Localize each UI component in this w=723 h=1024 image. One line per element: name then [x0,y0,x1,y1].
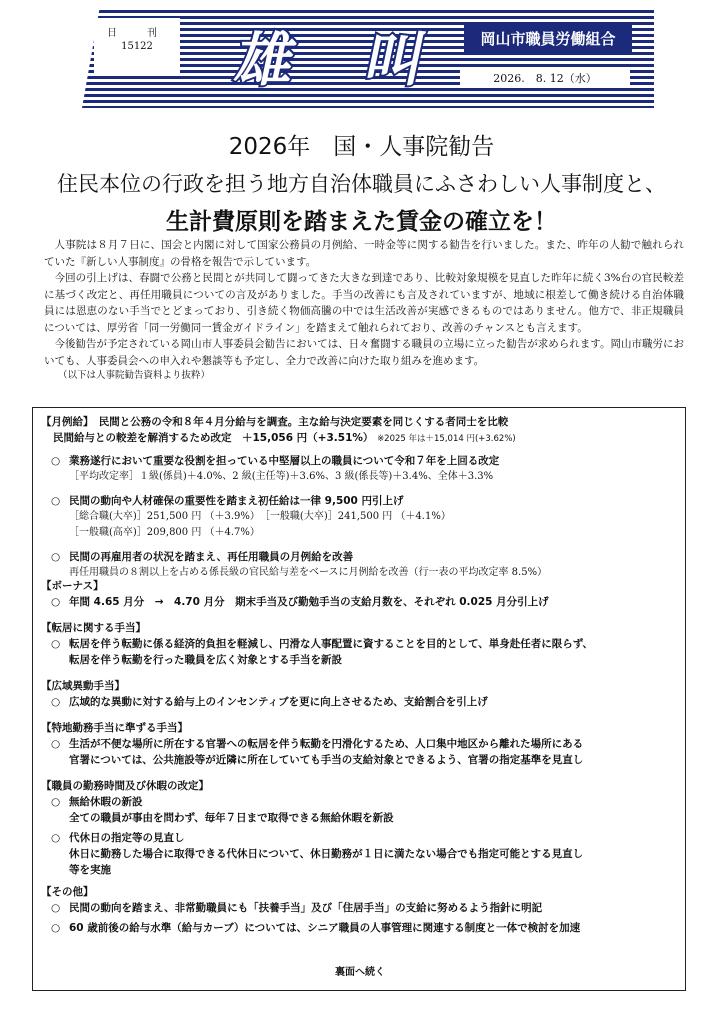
hours-head: 【職員の勤務時間及び休暇の改定】 [41,780,209,792]
bullet-icon: ○ [51,551,61,563]
item-text: 生活が不便な場所に所在する官署への転居を伴う転勤を円滑化するため、人口集中地区から離れた場所にある [69,738,584,750]
bonus-head: 【ボーナス】 [41,580,104,592]
item-text: 転居を伴う転勤に係る経済的負担を軽減し、円滑な人事配置に資することを目的として、単身赴任者に限らず、 [69,638,593,650]
item-text: 民間の再雇用者の状況を踏まえ、再任用職員の月例給を改善 [69,551,354,563]
list-item [41,493,681,541]
list-item [41,794,681,826]
item-text: 60 歳前後の給与水準（給与カーブ）については、シニア職員の人事管理に関連する制度と一体で検討を加速 [69,922,581,934]
other-head: 【その他】 [41,886,94,898]
summary-box [32,407,686,991]
section-special-area [41,720,681,768]
headline-sub-1: 住民本位の行政を担う地方自治体職員にふさわしい人事制度と、 [57,172,666,196]
item-text: 休日に勤務した場合に取得できる代休日について、休日勤務が１日に満たない場合でも指定可能とする見直し [69,848,584,860]
item-detail: 再任用職員の８割以上を占める係長級の官民給与差をベースに月例給を改善（行一表の平均改定率 8.5%） [69,567,548,578]
section-wide-area [41,678,681,710]
bullet-icon: ○ [51,596,61,608]
section-monthly-pay [41,414,681,581]
bullet-icon: ○ [51,796,61,808]
monthly-head-2 [41,430,681,447]
newspaper-logo [202,18,462,92]
item-title: 代休日の指定等の見直し [69,832,185,844]
item-text: 民間の動向や人材確保の重要性を踏まえ初任給は一律 9,500 円引上げ [69,495,404,507]
issue-box [94,18,180,76]
monthly-head: 【月例給】 民間と公務の令和８年４月分給与を調査。主な給与決定要素を同じくする者同士を比較 [41,416,509,428]
transfer-head: 【転居に関する手当】 [41,622,146,634]
bullet-icon: ○ [51,455,61,467]
list-item [41,900,681,916]
item-text-cont: 転居を伴う転勤を行った職員を広く対象とする手当を新設 [69,654,342,666]
headline-sub-2: 生計費原則を踏まえた賃金の確立を！ [166,209,557,235]
list-item [41,636,681,668]
item-text: 広域的な異動に対する給与上のインセンティブを更に向上させるため、支給割合を引上げ [69,696,488,708]
intro-text [44,237,684,383]
intro-paragraph-2: 今回の引上げは、春闘で公務と民間とが共同して闘ってきた大きな到達であり、比較対象規模を見直した昨年に続く3%台の官民較差に基づく改定と、再任用職員についての言及がありました。手当の改善にも言及されていますが、地域に根差して働き続ける自治体職員には恩恵のない手当でとどまっており、引き続く物価高騰の中では生活改善が実感できるものではありません。他方で、非正規職員については、厚労省「同一労働同一賃金ガイドライン」を踏まえて触れられており、改善のチャンスとも言えます。 [44,272,684,334]
bullet-icon: ○ [51,832,61,844]
list-item [41,736,681,768]
list-item [41,920,681,936]
monthly-revision: 民間給与との較差を解消するため改定 ＋15,056 円（+3.51%） [53,432,374,444]
section-transfer-allowance [41,620,681,668]
list-item [41,453,681,485]
bullet-icon: ○ [51,696,61,708]
item-title: 無給休暇の新設 [69,796,143,808]
logo-char-2: 叫 [359,26,433,94]
item-text: 民間の動向を踏まえ、非常勤職員にも「扶養手当」及び「住居手当」の支給に努めるよう指針に明記 [69,902,543,914]
intro-note: （以下は人事院勧告資料より抜粋） [58,370,211,381]
logo-char-1: 雄 [229,26,303,94]
list-item [41,594,681,610]
item-detail: ［総合職(大卒)］251,500 円 （＋3.9%） ［一般職(大卒)］241,500 円 （＋4.1%） [69,511,451,522]
issue-label: 日 刊 [107,28,167,39]
list-item [41,830,681,878]
issue-number: 15122 [121,41,153,52]
section-other [41,884,681,936]
item-text: 全ての職員が事由を問わず、毎年７日まで取得できる無給休暇を新設 [69,812,394,824]
item-detail: ［一般職(高卒)］209,800 円 （＋4.7%） [69,527,260,538]
issue-date: 2026. 8. 12（水） [460,68,630,88]
list-item [41,549,681,581]
masthead [74,10,654,108]
bullet-icon: ○ [51,638,61,650]
list-item [41,694,681,710]
wide-area-head: 【広域異動手当】 [41,680,125,692]
item-text: 業務遂行において重要な役割を担っている中堅層以上の職員について令和７年を上回る改定 [69,455,500,467]
union-name: 岡山市職員労働組合 [464,24,632,52]
continued-on-back: 裏面へ続く [335,967,385,978]
bullet-icon: ○ [51,902,61,914]
section-bonus [41,578,681,610]
special-area-head: 【特地勤務手当に準ずる手当】 [41,722,188,734]
item-text-cont: 等を実施 [69,864,111,876]
bullet-icon: ○ [51,495,61,507]
item-text-cont: 官署については、公共施設等が近隣に所在していても手当の支給対象とできるよう、官署の指定基準を見直し [69,754,584,766]
intro-paragraph-3: 今後勧告が予定されている岡山市人事委員会勧告においては、日々奮闘する職員の立場に立った勧告が求められます。岡山市職労においても、人事委員会への申入れや懇談等も予定し、全力で改善に向けた取り組みを進めます。 [44,338,684,367]
bullet-icon: ○ [51,738,61,750]
intro-paragraph-1: 人事院は８月７日に、国会と内閣に対して国家公務員の月例給、一時金等に関する勧告を行いました。また、昨年の人勧で触れられていた『新しい人事制度』の骨格を報告で示しています。 [44,239,684,268]
item-detail: ［平均改定率］１級(係員)＋4.0%、2 級(主任等)＋3.6%、3 級(係長等)＋3.4%、全体＋3.3% [69,471,494,482]
headline-main: 2026年 国・人事院勧告 [228,134,495,160]
monthly-2025-note: ※2025 年は＋15,014 円(+3.62%) [377,434,516,444]
item-text: 年間 4.65 月分 → 4.70 月分 期末手当及び勤勉手当の支給月数を、それぞれ 0.025 月分引上げ [69,596,549,608]
section-working-hours [41,778,681,878]
bullet-icon: ○ [51,922,61,934]
